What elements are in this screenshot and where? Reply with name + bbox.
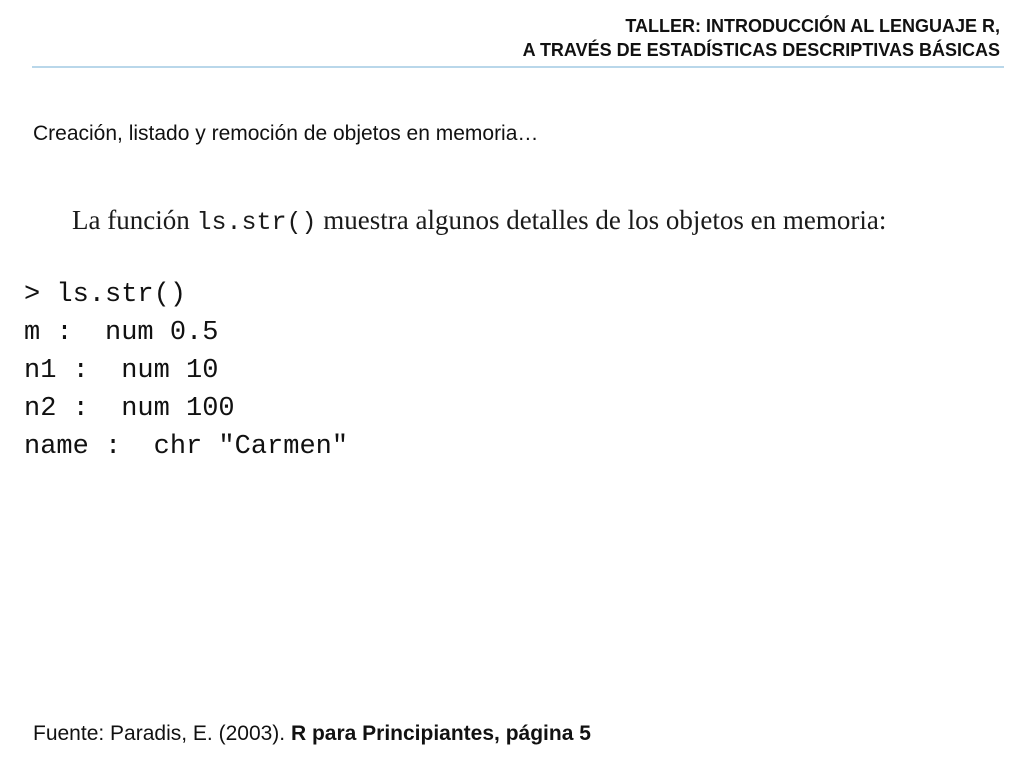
r-console-output bbox=[24, 276, 348, 466]
console-line: m : num 0.5 bbox=[24, 318, 219, 348]
intro-sentence bbox=[72, 202, 886, 241]
source-prefix: Fuente: Paradis, E. (2003). bbox=[33, 722, 291, 745]
slide-subtitle: Creación, listado y remoción de objetos en memoria… bbox=[33, 122, 539, 145]
console-line: n2 : num 100 bbox=[24, 394, 235, 424]
intro-text-after: muestra algunos detalles de los objetos en memoria: bbox=[316, 205, 887, 235]
source-citation bbox=[33, 720, 591, 748]
console-line: > ls.str() bbox=[24, 280, 187, 310]
intro-text-before: La función bbox=[72, 205, 197, 235]
header-title-line-2: A TRAVÉS DE ESTADÍSTICAS DESCRIPTIVAS BÁSICAS bbox=[522, 40, 1000, 60]
intro-inline-code: ls.str() bbox=[196, 208, 317, 237]
console-line: name : chr "Carmen" bbox=[24, 432, 349, 462]
source-book-title: R para Principiantes, página 5 bbox=[290, 722, 591, 745]
slide-header bbox=[523, 14, 1000, 62]
header-title-line-1: TALLER: INTRODUCCIÓN AL LENGUAJE R, bbox=[625, 16, 1000, 36]
console-line: n1 : num 10 bbox=[24, 356, 219, 386]
header-divider bbox=[32, 66, 1004, 68]
